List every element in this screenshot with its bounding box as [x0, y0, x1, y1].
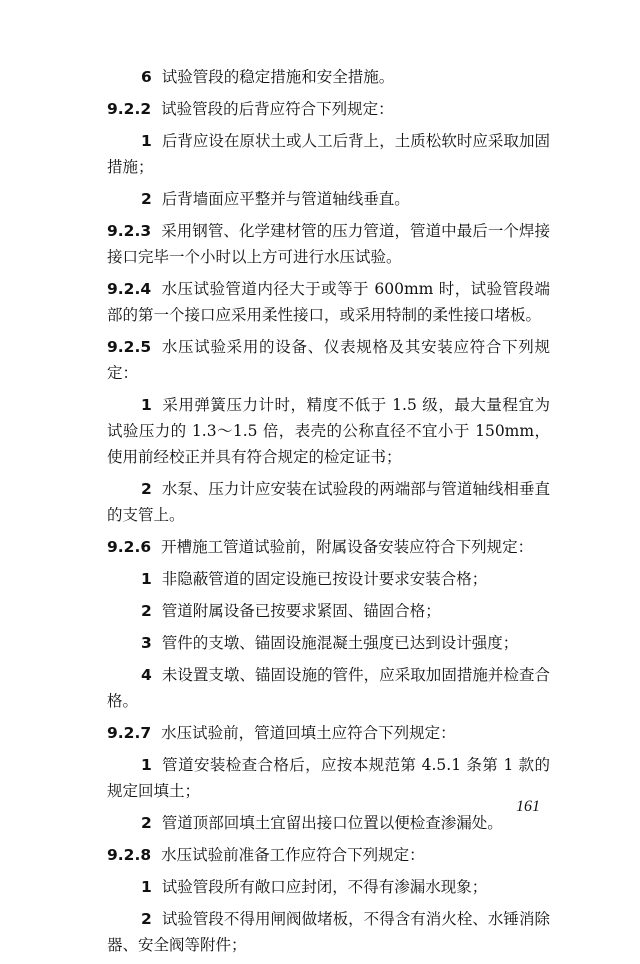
- item-number: 3: [141, 634, 152, 652]
- list-item: [107, 810, 550, 836]
- clause-number: 9.2.2: [107, 100, 152, 118]
- list-item: [107, 752, 550, 804]
- list-item: [107, 392, 550, 470]
- list-item: [107, 906, 550, 958]
- item-text: 水泵、压力计应安装在试验段的两端部与管道轴线相垂直的支管上。: [107, 480, 550, 524]
- clause-number: 9.2.6: [107, 538, 152, 556]
- list-item: [107, 566, 550, 592]
- item-number: 4: [141, 666, 152, 684]
- item-text: 试验管段所有敞口应封闭，不得有渗漏水现象；: [161, 878, 488, 896]
- item-text: 试验管段的稳定措施和安全措施。: [161, 68, 395, 86]
- clause: [107, 534, 550, 560]
- item-number: 1: [141, 878, 152, 896]
- clause-text: 水压试验前准备工作应符合下列规定：: [161, 846, 425, 864]
- item-number: 1: [141, 570, 152, 588]
- clause-number: 9.2.4: [107, 280, 152, 298]
- clause: [107, 218, 550, 270]
- item-text: 非隐蔽管道的固定设施已按设计要求安装合格；: [161, 570, 488, 588]
- clause-number: 9.2.3: [107, 222, 152, 240]
- clause: [107, 334, 550, 386]
- list-item: [107, 186, 550, 212]
- item-text: 管道顶部回填土宜留出接口位置以便检查渗漏处。: [161, 814, 503, 832]
- clause: [107, 96, 550, 122]
- item-number: 1: [141, 132, 152, 150]
- item-text: 未设置支墩、锚固设施的管件，应采取加固措施并检查合格。: [107, 666, 550, 710]
- item-text: 管道安装检查合格后，应按本规范第 4.5.1 条第 1 款的规定回填土；: [107, 756, 550, 800]
- clause-text: 水压试验管道内径大于或等于 600mm 时，试验管段端部的第一个接口应采用柔性接口，或采用特制的柔性接口堵板。: [107, 280, 550, 324]
- item-number: 2: [141, 480, 152, 498]
- clause-text: 采用钢管、化学建材管的压力管道，管道中最后一个焊接接口完毕一个小时以上方可进行水压试验。: [107, 222, 550, 266]
- document-body: [107, 64, 550, 964]
- item-text: 采用弹簧压力计时，精度不低于 1.5 级，最大量程宜为试验压力的 1.3～1.5 倍，表壳的公称直径不宜小于 150mm，使用前经校正并具有符合规定的检定证书；: [107, 396, 550, 466]
- clause-number: 9.2.7: [107, 724, 152, 742]
- page-number: 161: [516, 798, 540, 815]
- item-number: 2: [141, 190, 152, 208]
- item-number: 2: [141, 602, 152, 620]
- item-number: 2: [141, 910, 152, 928]
- clause-number: 9.2.8: [107, 846, 152, 864]
- clause: [107, 720, 550, 746]
- list-item: [107, 630, 550, 656]
- list-item: [107, 476, 550, 528]
- clause-text: 开槽施工管道试验前，附属设备安装应符合下列规定：: [161, 538, 534, 556]
- item-text: 后背墙面应平整并与管道轴线垂直。: [161, 190, 410, 208]
- clause-number: 9.2.5: [107, 338, 152, 356]
- item-number: 2: [141, 814, 152, 832]
- clause-text: 试验管段的后背应符合下列规定：: [161, 100, 394, 118]
- list-item: [107, 128, 550, 180]
- clause: [107, 276, 550, 328]
- item-number: 1: [141, 756, 152, 774]
- clause-text: 水压试验前，管道回填土应符合下列规定：: [161, 724, 456, 742]
- item-text: 管件的支墩、锚固设施混凝土强度已达到设计强度；: [161, 634, 519, 652]
- item-number: 1: [141, 396, 152, 414]
- item-text: 试验管段不得用闸阀做堵板，不得含有消火栓、水锤消除器、安全阀等附件；: [107, 910, 550, 954]
- clause: [107, 842, 550, 868]
- list-item: [107, 598, 550, 624]
- list-item: [107, 874, 550, 900]
- clause-text: 水压试验采用的设备、仪表规格及其安装应符合下列规定：: [107, 338, 550, 382]
- list-item: [107, 662, 550, 714]
- item-text: 管道附属设备已按要求紧固、锚固合格；: [161, 602, 441, 620]
- item-text: 后背应设在原状土或人工后背上，土质松软时应采取加固措施；: [107, 132, 550, 176]
- list-item: [107, 64, 550, 90]
- item-number: 6: [141, 68, 152, 86]
